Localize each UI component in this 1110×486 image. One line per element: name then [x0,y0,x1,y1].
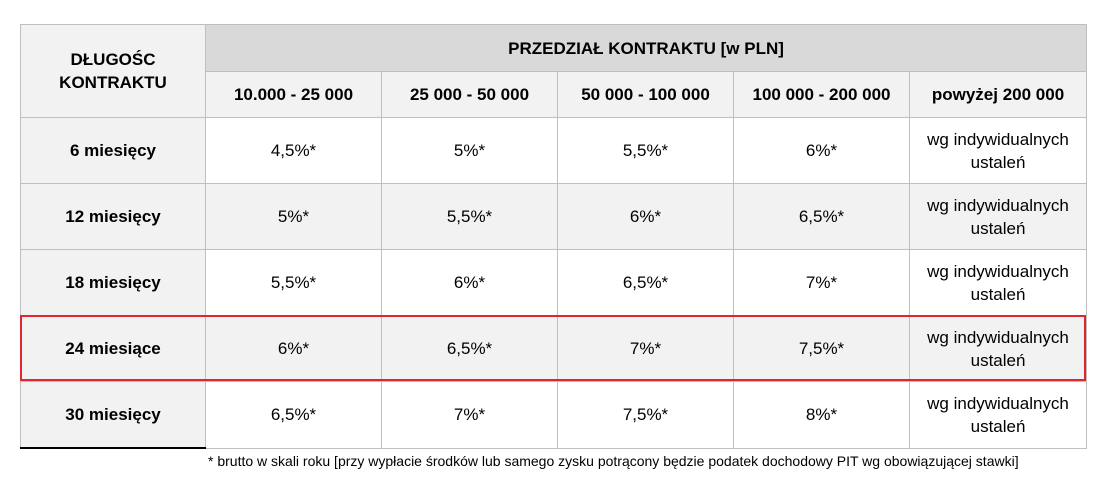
table-row [21,184,1087,250]
range-header: 50 000 - 100 000 [558,72,734,118]
rate-cell: 6%* [734,118,910,184]
contract-range-group-label: PRZEDZIAŁ KONTRAKTU [w PLN] [508,38,784,58]
rate-cell: 6%* [558,184,734,250]
row-label: 12 miesięcy [21,184,206,250]
range-header: 100 000 - 200 000 [734,72,910,118]
rate-cell: 7,5%* [558,382,734,449]
rate-cell: wg indywidualnych ustaleń [910,250,1087,316]
rate-cell: 6%* [382,250,558,316]
row-label: 30 miesięcy [21,382,206,449]
rate-cell: wg indywidualnych ustaleń [910,316,1087,382]
rate-cell: wg indywidualnych ustaleń [910,184,1087,250]
row-label: 6 miesięcy [21,118,206,184]
rate-cell: wg indywidualnych ustaleń [910,118,1087,184]
rate-cell: 5%* [206,184,382,250]
rates-table-container [20,24,1086,449]
row-label: 18 miesięcy [21,250,206,316]
rate-cell: 5,5%* [558,118,734,184]
contract-range-group-header [206,25,1087,72]
rate-cell: 7%* [734,250,910,316]
table-row-highlighted [21,316,1087,382]
rate-cell: wg indywidualnych ustaleń [910,382,1087,449]
rate-cell: 5,5%* [382,184,558,250]
rate-cell: 4,5%* [206,118,382,184]
rate-cell: 6%* [206,316,382,382]
rate-cell: 5%* [382,118,558,184]
rate-cell: 7,5%* [734,316,910,382]
range-header: 25 000 - 50 000 [382,72,558,118]
contract-length-header [21,25,206,118]
rates-table [20,24,1087,449]
table-row [21,118,1087,184]
rate-cell: 8%* [734,382,910,449]
footnote: * brutto w skali roku [przy wypłacie środków lub samego zysku potrącony będzie podatek dochodowy PIT wg obowiązującej stawki] [208,453,1019,469]
rate-cell: 6,5%* [734,184,910,250]
rate-cell: 5,5%* [206,250,382,316]
rate-cell: 7%* [558,316,734,382]
table-row [21,250,1087,316]
rate-cell: 6,5%* [558,250,734,316]
contract-length-header-label: DŁUGOŚC KONTRAKTU [59,50,167,92]
range-header: 10.000 - 25 000 [206,72,382,118]
rate-cell: 7%* [382,382,558,449]
rate-cell: 6,5%* [382,316,558,382]
rate-cell: 6,5%* [206,382,382,449]
row-label: 24 miesiące [21,316,206,382]
table-row [21,382,1087,449]
range-header: powyżej 200 000 [910,72,1087,118]
